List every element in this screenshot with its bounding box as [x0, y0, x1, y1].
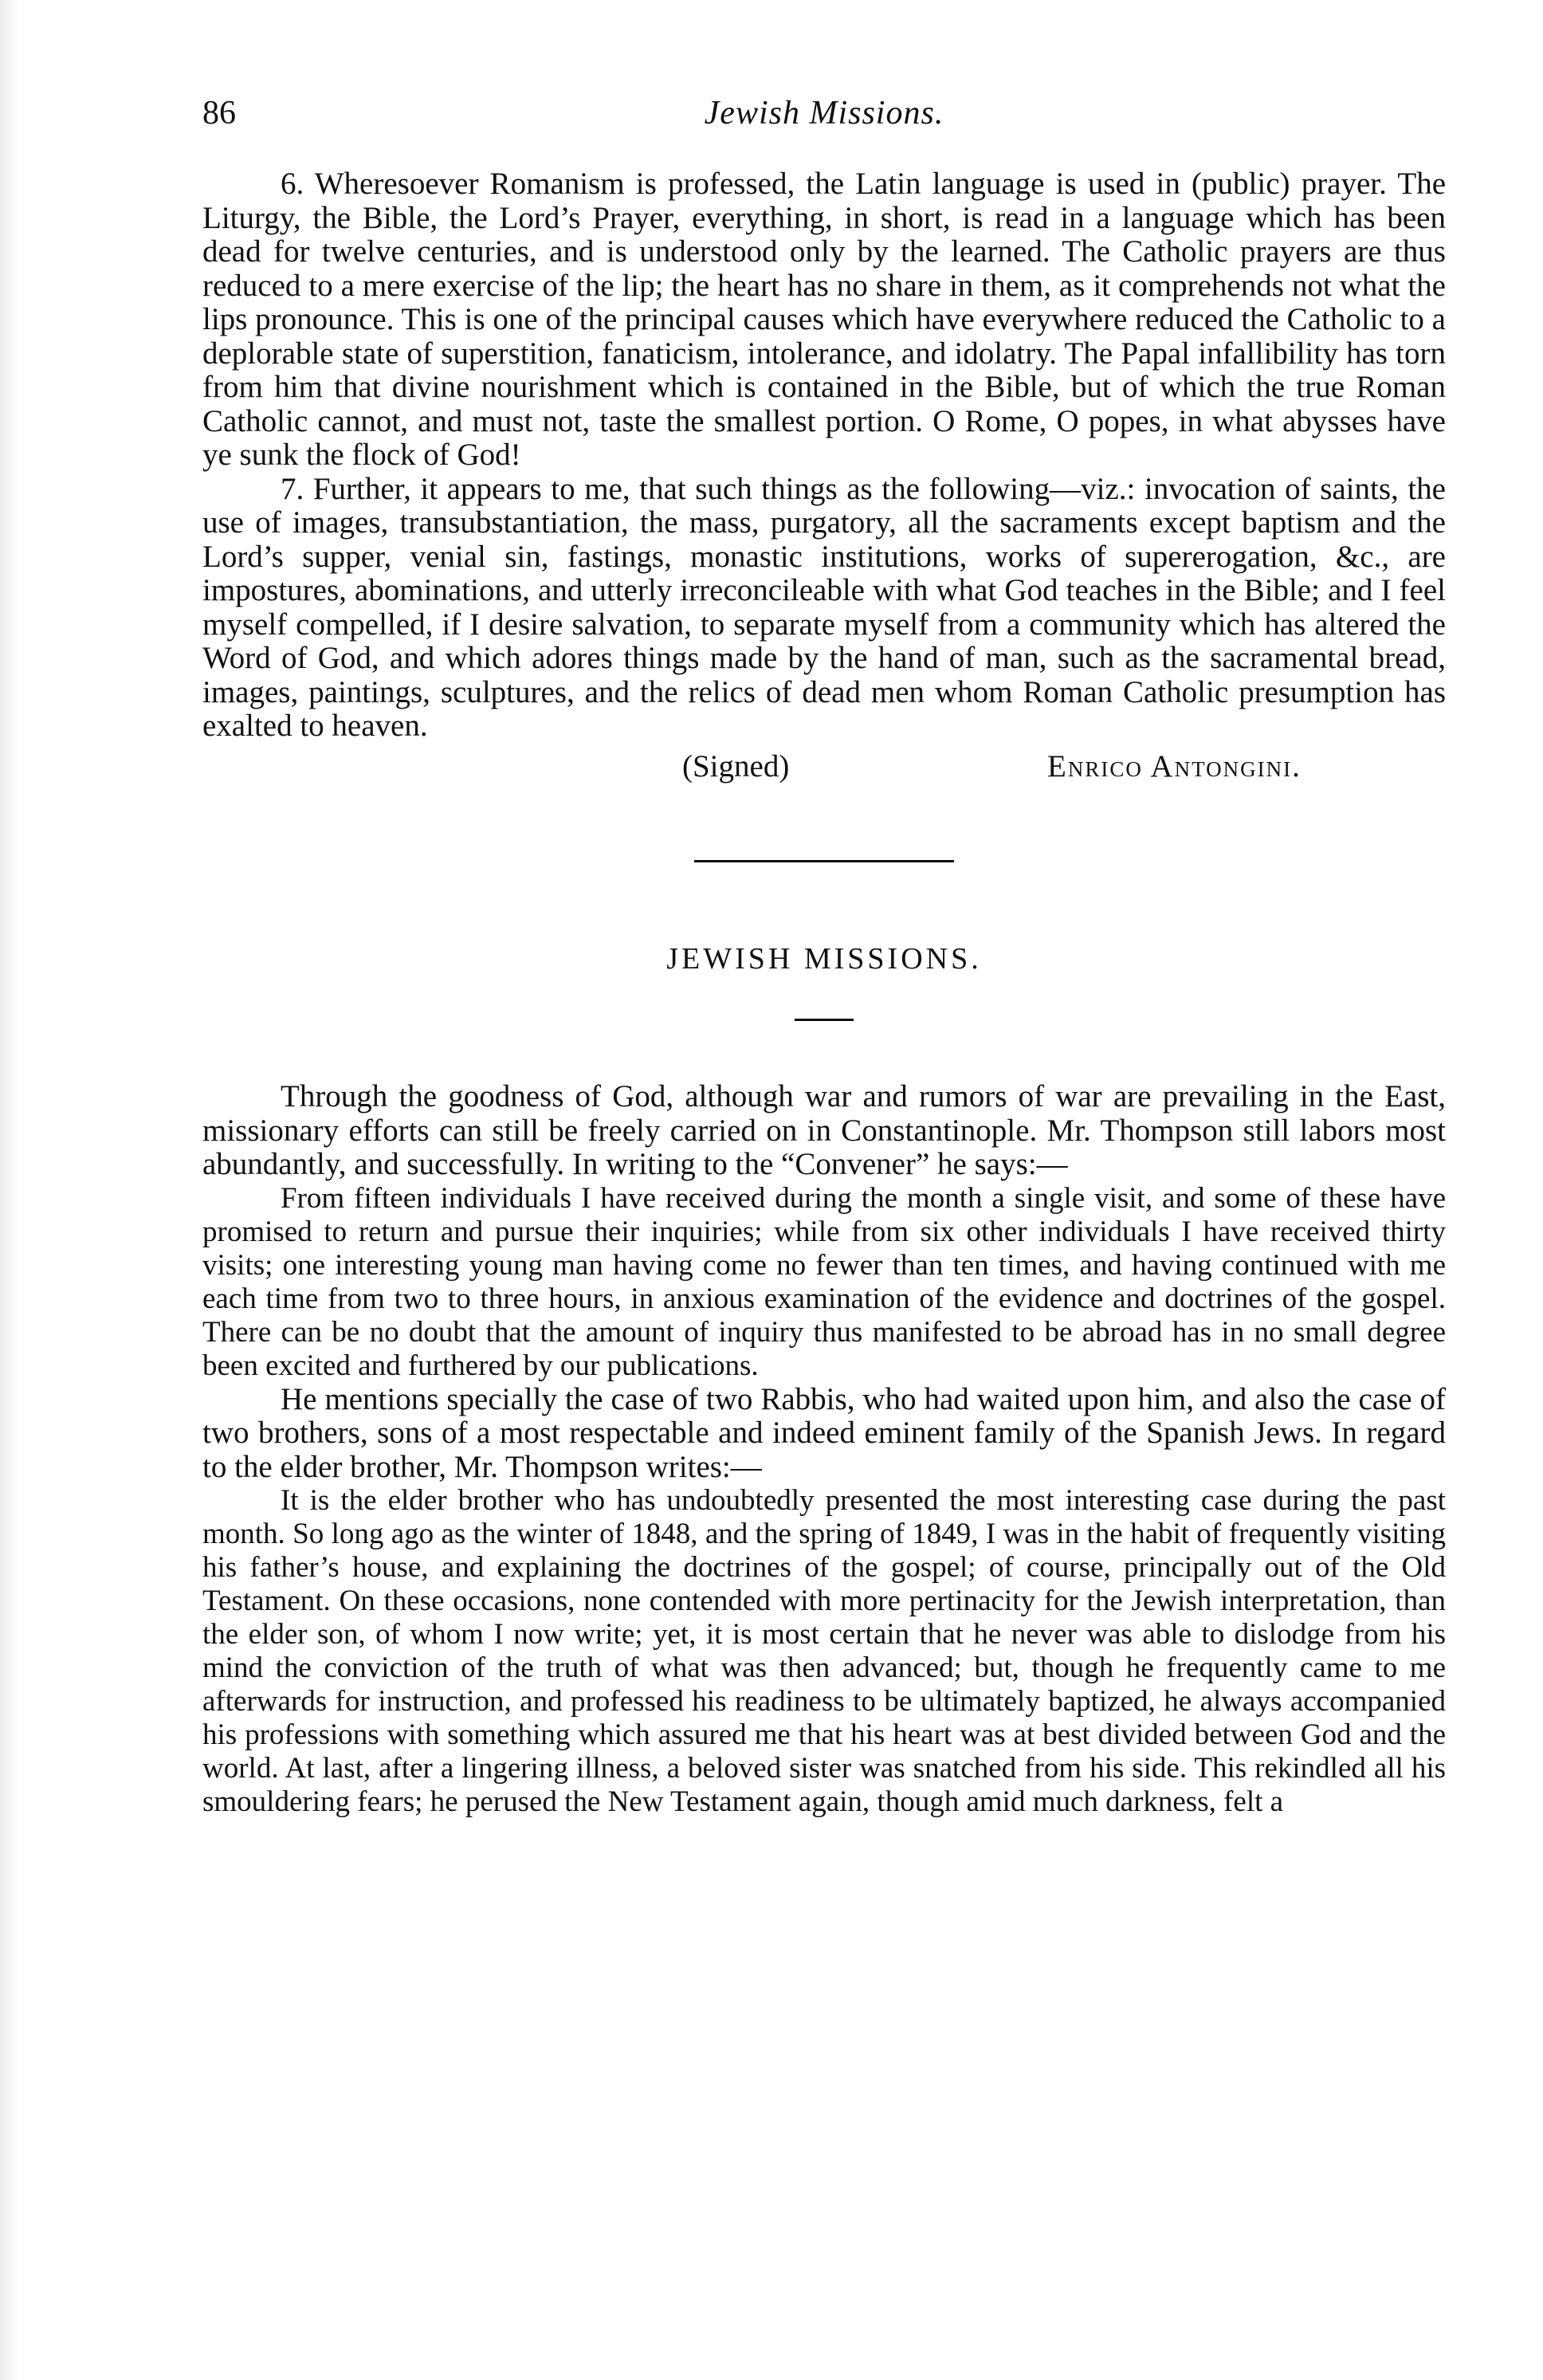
narrative-paragraph: He mentions specially the case of two Rabbis, who had waited upon him, and also the case of two brothers, sons of a most respectable and indeed eminent family of the Spanish Jews. In regard to the elder brother, Mr. Thompson writes:—	[202, 1381, 1446, 1484]
running-head: Jewish Missions.	[704, 95, 944, 132]
section-divider	[694, 860, 954, 862]
signer-name: Enrico Antongini.	[1047, 748, 1302, 784]
paragraph-6: 6. Wheresoever Romanism is professed, the Latin language is used in (public) prayer. The Liturgy, the Bible, the Lord’s Prayer, everything, in short, is read in a language which has been dead for twelve centuries, and is understood only by the learned. The Catholic prayers are thus reduced to a mere exercise of the lip; the heart has no share in them, as it comprehends not what the lips pronounce. This is one of the principal causes which have everywhere reduced the Catholic to a deplorable state of superstition, fanaticism, intolerance, and idolatry. The Papal infallibility has torn from him that divine nourishment which is contained in the Bible, but of which the true Roman Catholic cannot, and must not, taste the smallest portion. O Rome, O popes, in what abysses have ye sunk the flock of God!	[202, 167, 1446, 472]
quoted-report-paragraph: From fifteen individuals I have received during the month a single visit, and some of these have promised to return and pursue their inquiries; while from six other individuals I have received thirty visits; one interesting young man having come no fewer than ten times, and having continued with me each time from two to three hours, in anxious examination of the evidence and doctrines of the gospel. There can be no doubt that the amount of inquiry thus manifested to be abroad has in no small degree been excited and furthered by our publications.	[202, 1181, 1446, 1382]
page-header	[202, 94, 1446, 142]
page-content	[202, 167, 1446, 1819]
signed-label: (Signed)	[682, 748, 790, 784]
signature-line	[202, 750, 1446, 788]
title-rule	[795, 1019, 854, 1021]
section-title: JEWISH MISSIONS.	[666, 941, 982, 976]
paragraph-7: 7. Further, it appears to me, that such things as the following—viz.: invocation of saints, the use of images, transubstantiation, the mass, purgatory, all the sacraments except baptism and the Lord’s supper, venial sin, fastings, monastic institutions, works of supererogation, &c., are impostures, abominations, and utterly irreconcileable with what God teaches in the Bible; and I feel myself compelled, if I desire salvation, to separate myself from a community which has altered the Word of God, and which adores things made by the hand of man, such as the sacramental bread, images, paintings, sculptures, and the relics of dead men whom Roman Catholic presumption has exalted to heaven.	[202, 471, 1446, 743]
intro-paragraph: Through the goodness of God, although war and rumors of war are prevailing in the East, missionary efforts can still be freely carried on in Constantinople. Mr. Thompson still labors most abundantly, and successfully. In writing to the “Convener” he says:—	[202, 1079, 1446, 1181]
page-edge-shadow	[0, 0, 19, 2380]
page-number: 86	[202, 95, 236, 132]
quoted-letter-paragraph: It is the elder brother who has undoubtedly presented the most interesting case during the past month. So long ago as the winter of 1848, and the spring of 1849, I was in the habit of frequently visiting his father’s house, and explaining the doctrines of the gospel; of course, principally out of the Old Testament. On these occasions, none contended with more pertinacity for the Jewish interpretation, than the elder son, of whom I now write; yet, it is most certain that he never was able to dislodge from his mind the conviction of the truth of what was then advanced; but, though he frequently came to me afterwards for instruction, and professed his readiness to be ultimately baptized, he always accompanied his professions with something which assured me that his heart was at best divided between God and the world. At last, after a lingering illness, a beloved sister was snatched from his side. This rekindled all his smouldering fears; he perused the New Testament again, though amid much darkness, felt a	[202, 1484, 1446, 1818]
